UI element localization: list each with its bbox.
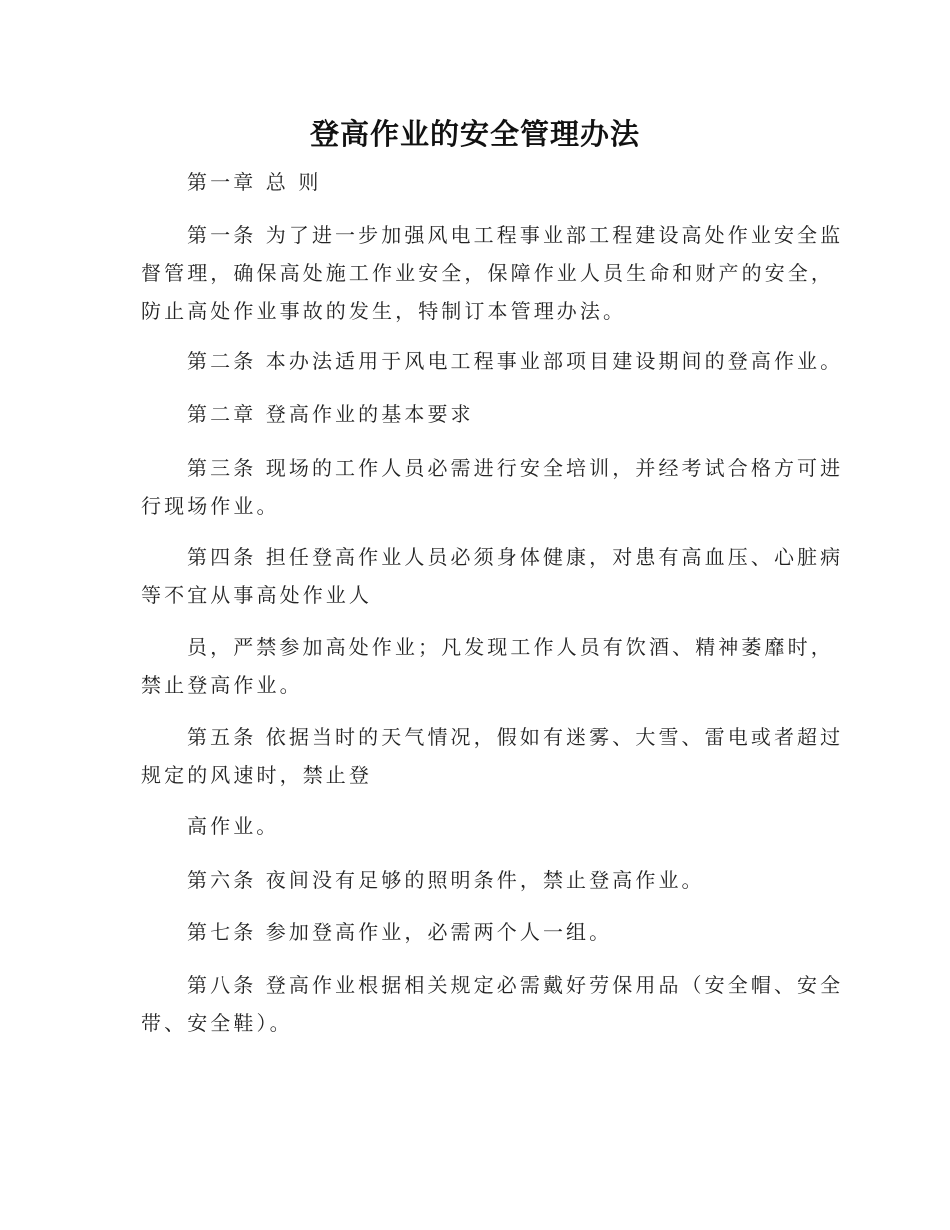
article-4 — [141, 538, 844, 614]
text-line: 第一章 总 则 — [187, 170, 322, 194]
text-line: 督管理，确保高处施工作业安全，保障作业人员生命和财产的安全， — [141, 261, 834, 285]
text-line: 第六条 夜间没有足够的照明条件，禁止登高作业。 — [187, 868, 705, 892]
chapter-2-heading — [141, 395, 811, 433]
text-line: 第七条 参加登高作业，必需两个人一组。 — [187, 920, 613, 944]
document-title: 登高作业的安全管理办法 — [309, 117, 640, 151]
article-5-continued — [141, 807, 811, 845]
text-line: 第一条 为了进一步加强风电工程事业部工程建设高处作业安全监 — [187, 223, 844, 247]
text-line: 第八条 登高作业根据相关规定必需戴好劳保用品（安全帽、安全 — [187, 973, 844, 997]
article-6 — [141, 861, 811, 899]
article-1 — [141, 216, 844, 330]
text-line: 带、安全鞋）。 — [141, 1011, 293, 1035]
article-5 — [141, 718, 844, 794]
article-2 — [141, 342, 844, 380]
text-line: 第五条 依据当时的天气情况，假如有迷雾、大雪、雷电或者超过 — [187, 725, 844, 749]
article-7 — [141, 913, 811, 951]
text-line: 行现场作业。 — [141, 494, 280, 518]
text-line: 第三条 现场的工作人员必需进行安全培训，并经考试合格方可进 — [187, 456, 844, 480]
text-line: 高作业。 — [187, 814, 280, 838]
text-line: 第四条 担任登高作业人员必须身体健康，对患有高血压、心脏病 — [187, 545, 844, 569]
text-line: 第二章 登高作业的基本要求 — [187, 402, 474, 426]
article-3 — [141, 449, 844, 525]
text-line: 规定的风速时，禁止登 — [141, 763, 372, 787]
article-8 — [141, 966, 844, 1042]
article-4-continued — [141, 628, 834, 704]
chapter-1-heading — [141, 163, 811, 201]
text-line: 员，严禁参加高处作业；凡发现工作人员有饮酒、精神萎靡时， — [187, 635, 834, 659]
text-line: 禁止登高作业。 — [141, 673, 303, 697]
text-line: 等不宜从事高处作业人 — [141, 583, 372, 607]
text-line: 防止高处作业事故的发生，特制订本管理办法。 — [141, 299, 627, 323]
text-line: 第二条 本办法适用于风电工程事业部项目建设期间的登高作业。 — [187, 349, 844, 373]
